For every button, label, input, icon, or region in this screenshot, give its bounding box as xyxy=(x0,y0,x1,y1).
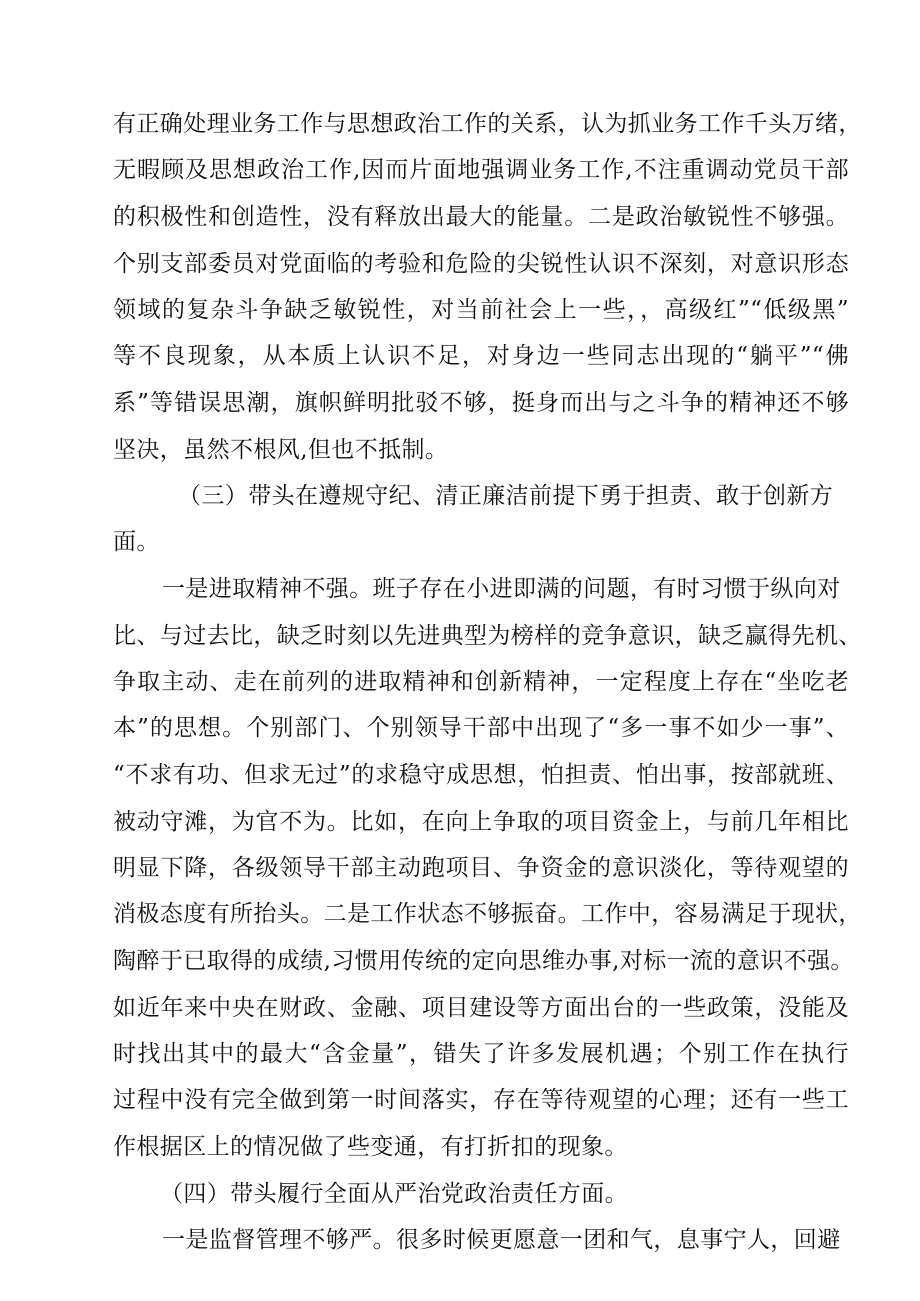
text-line: 领域的复杂斗争缺乏敏锐性，对当前社会上一些，，高级红”“低级黑” xyxy=(113,297,849,323)
section-heading-4: （四）带头履行全面从严治党政治责任方面。 xyxy=(160,1181,628,1207)
section-heading-3-continuation: 面。 xyxy=(113,529,160,555)
text-line: 被动守滩，为官不为。比如，在向上争取的项目资金上，与前几年相比 xyxy=(113,809,849,835)
text-line: 系”等错误思潮，旗帜鲜明批驳不够，挺身而出与之斗争的精神还不够 xyxy=(113,390,849,416)
section-heading-3: （三）带头在遵规守纪、清正廉洁前提下勇于担责、敢于创新方 xyxy=(178,483,834,509)
text-line: 一是监督管理不够严。很多时候更愿意一团和气，息事宁人，回避 xyxy=(162,1227,841,1253)
text-line: 坚决，虽然不根风,但也不抵制。 xyxy=(113,437,449,463)
text-line: 明显下降，各级领导干部主动跑项目、争资金的意识淡化，等待观望的 xyxy=(113,855,849,881)
text-line: “不求有功、但求无过”的求稳守成思想，怕担责、怕出事，按部就班、 xyxy=(113,762,849,788)
text-line: 消极态度有所抬头。二是工作状态不够振奋。工作中，容易满足于现状， xyxy=(113,901,862,927)
text-line: 作根据区上的情况做了些变通，有打折扣的现象。 xyxy=(113,1134,628,1160)
text-line: 本”的思想。个别部门、个别领导干部中出现了“多一事不如少一事”、 xyxy=(113,715,849,741)
text-line: 等不良现象，从本质上认识不足，对身边一些同志出现的“躺平”“佛 xyxy=(113,343,849,369)
text-line: 的积极性和创造性，没有释放出最大的能量。二是政治敏锐性不够强。 xyxy=(113,204,849,230)
text-line: 时找出其中的最大“含金量”，错失了许多发展机遇；个别工作在执行 xyxy=(113,1041,849,1067)
text-line: 无暇顾及思想政治工作,因而片面地强调业务工作,不注重调动党员干部 xyxy=(113,157,850,183)
text-line: 争取主动、走在前列的进取精神和创新精神，一定程度上存在“坐吃老 xyxy=(113,669,849,695)
text-line: 有正确处理业务工作与思想政治工作的关系，认为抓业务工作千头万绪， xyxy=(113,111,862,137)
text-line: 比、与过去比，缺乏时刻以先进典型为榜样的竞争意识，缺乏赢得先机、 xyxy=(113,623,862,649)
text-line: 个别支部委员对党面临的考验和危险的尖锐性认识不深刻，对意识形态 xyxy=(113,251,849,277)
text-line: 如近年来中央在财政、金融、项目建设等方面出台的一些政策，没能及 xyxy=(113,995,849,1021)
text-line: 过程中没有完全做到第一时间落实，存在等待观望的心理；还有一些工 xyxy=(113,1087,849,1113)
text-line: 一是进取精神不强。班子存在小进即满的问题，有时习惯于纵向对 xyxy=(162,576,841,602)
text-line: 陶醉于已取得的成绩,习惯用传统的定向思维办事,对标一流的意识不强。 xyxy=(113,948,854,974)
